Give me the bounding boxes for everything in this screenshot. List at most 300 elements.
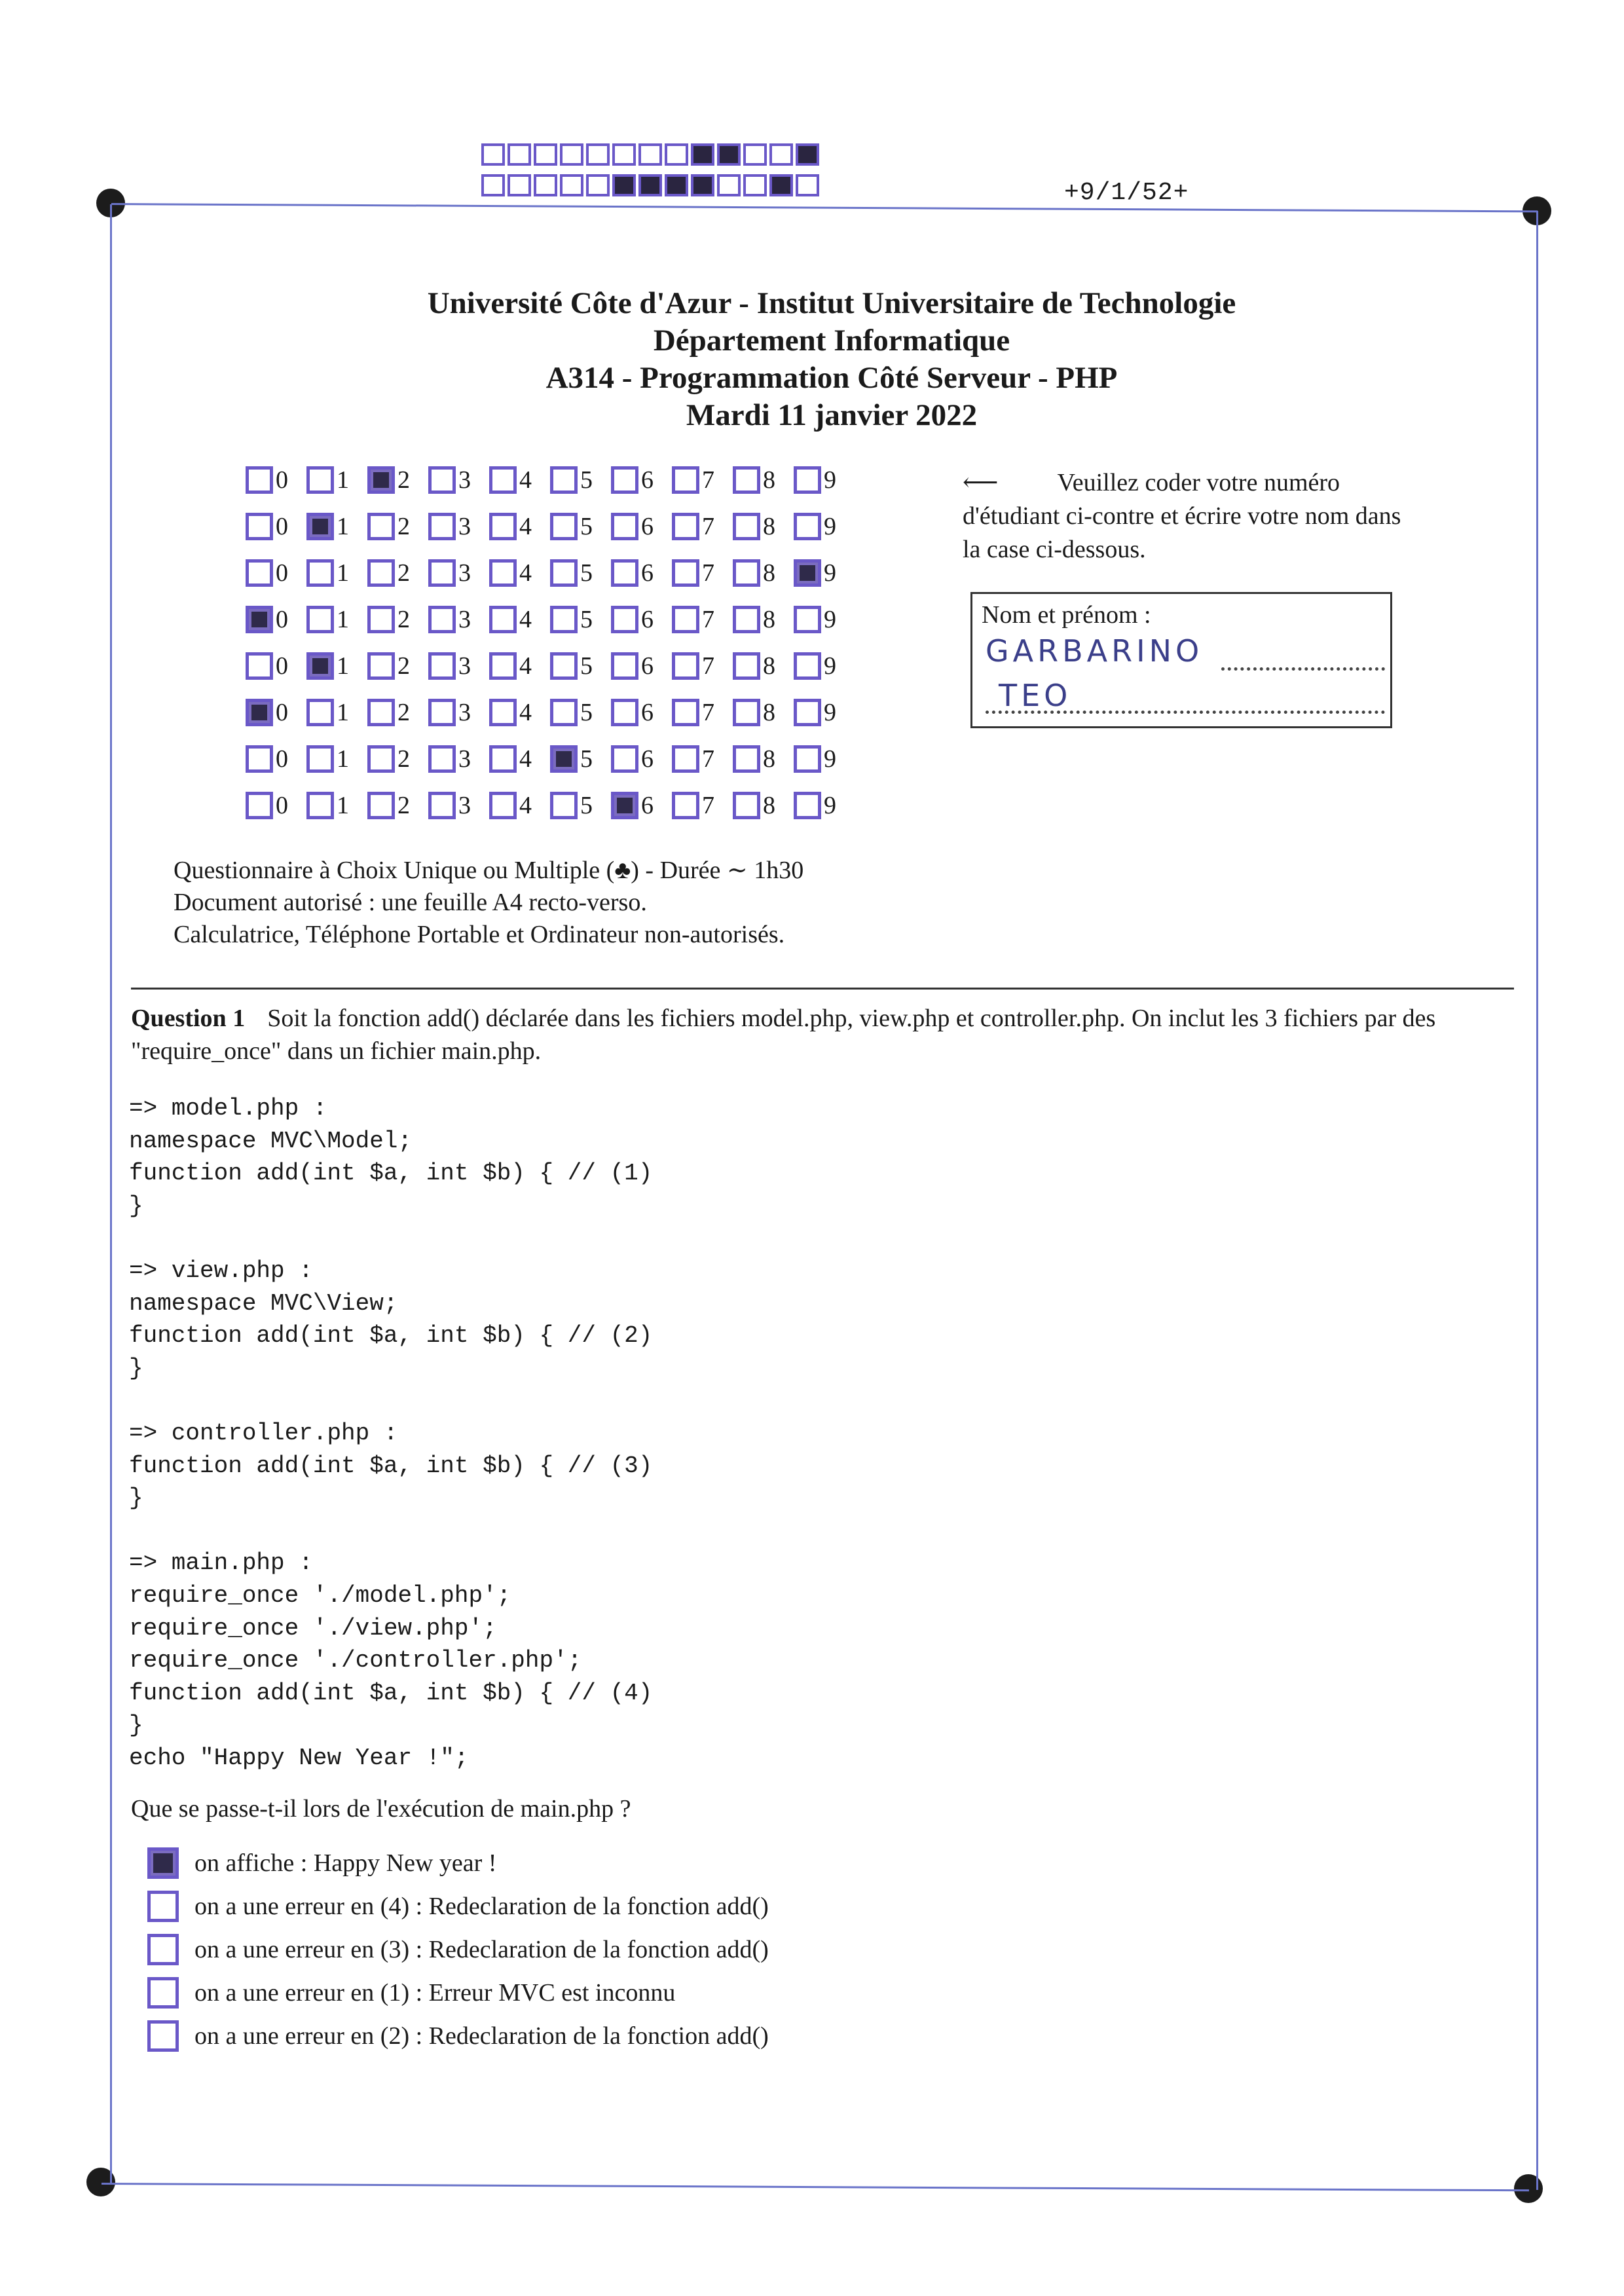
digit-checkbox[interactable]	[246, 745, 273, 773]
section-divider	[131, 988, 1514, 990]
digit-checkbox[interactable]	[306, 745, 334, 773]
digit-label: 3	[458, 605, 471, 633]
digit-label: 6	[641, 512, 654, 540]
digit-checkbox[interactable]	[489, 792, 517, 819]
digit-checkbox[interactable]	[550, 699, 578, 726]
digit-option	[428, 745, 489, 773]
digit-option	[794, 466, 855, 494]
digit-checkbox[interactable]	[611, 606, 638, 633]
digit-option	[428, 605, 489, 634]
barcode-row-1	[481, 143, 822, 166]
digit-option	[428, 698, 489, 727]
digit-label: 9	[824, 466, 836, 494]
digit-option	[672, 652, 733, 680]
digit-option	[489, 512, 550, 541]
digit-option	[306, 652, 367, 680]
digit-option	[550, 466, 611, 494]
question-prompt: Que se passe-t-il lors de l'exécution de main.php ?	[131, 1795, 631, 1823]
digit-checkbox[interactable]	[489, 513, 517, 540]
digit-checkbox[interactable]	[672, 745, 699, 773]
digit-label: 3	[458, 652, 471, 680]
digit-label: 0	[276, 466, 288, 494]
digit-option	[489, 698, 550, 727]
digit-checkbox[interactable]	[306, 513, 334, 540]
frame-left	[110, 204, 112, 2183]
digit-checkbox[interactable]	[611, 792, 638, 819]
digit-option	[611, 605, 672, 634]
digit-option	[306, 466, 367, 494]
digit-option	[246, 652, 306, 680]
grid-row	[246, 503, 855, 549]
digit-label: 8	[763, 791, 775, 819]
digit-label: 0	[276, 605, 288, 633]
digit-checkbox[interactable]	[794, 699, 821, 726]
digit-option	[550, 559, 611, 587]
digit-option	[733, 559, 794, 587]
digit-option	[733, 698, 794, 727]
digit-label: 8	[763, 466, 775, 494]
digit-option	[246, 605, 306, 634]
digit-option	[367, 466, 428, 494]
barcode-row-2-cell	[638, 174, 662, 196]
barcode-row-1-cell	[796, 143, 819, 166]
info-format: Questionnaire à Choix Unique ou Multiple (♣) - Durée ∼ 1h30	[174, 857, 804, 884]
digit-option	[428, 559, 489, 587]
digit-checkbox[interactable]	[733, 513, 760, 540]
digit-label: 2	[397, 745, 410, 773]
digit-checkbox[interactable]	[246, 606, 273, 633]
digit-checkbox[interactable]	[733, 559, 760, 587]
digit-checkbox[interactable]	[306, 466, 334, 494]
digit-label: 9	[824, 559, 836, 587]
digit-label: 6	[641, 466, 654, 494]
answer-text: on affiche : Happy New year !	[194, 1849, 497, 1877]
digit-label: 2	[397, 698, 410, 726]
frame-bottom	[101, 2183, 1529, 2191]
digit-label: 7	[702, 559, 714, 587]
digit-label: 1	[337, 652, 349, 680]
digit-label: 1	[337, 466, 349, 494]
digit-checkbox[interactable]	[489, 466, 517, 494]
digit-checkbox[interactable]	[672, 606, 699, 633]
digit-option	[246, 791, 306, 820]
digit-option	[794, 791, 855, 820]
barcode-row-2-cell	[586, 174, 610, 196]
barcode-row-2-cell	[743, 174, 767, 196]
digit-option	[733, 605, 794, 634]
barcode-row-1-cell	[534, 143, 557, 166]
digit-checkbox[interactable]	[246, 559, 273, 587]
digit-checkbox[interactable]	[672, 466, 699, 494]
digit-label: 5	[580, 466, 593, 494]
digit-option	[306, 698, 367, 727]
digit-label: 3	[458, 466, 471, 494]
barcode-row-1-cell	[717, 143, 741, 166]
digit-option	[489, 559, 550, 587]
exam-info	[174, 855, 803, 951]
digit-option	[794, 652, 855, 680]
question-text: Soit la fonction add() déclarée dans les fichiers model.php, view.php et controller.php. On inclut les 3 fichiers par des "require_once" dans un fichier main.php.	[131, 1005, 1436, 1065]
digit-label: 2	[397, 605, 410, 633]
instructions-text: Veuillez coder votre numéro d'étudiant ci-contre et écrire votre nom dans la case ci-dessous.	[963, 469, 1401, 563]
digit-label: 9	[824, 745, 836, 773]
digit-checkbox[interactable]	[489, 745, 517, 773]
digit-option	[672, 559, 733, 587]
digit-label: 7	[702, 605, 714, 633]
digit-label: 5	[580, 698, 593, 726]
digit-checkbox[interactable]	[733, 745, 760, 773]
barcode-row-2-cell	[691, 174, 714, 196]
digit-option	[611, 745, 672, 773]
digit-label: 9	[824, 791, 836, 819]
grid-row	[246, 782, 855, 828]
digit-checkbox[interactable]	[428, 513, 456, 540]
grid-row	[246, 456, 855, 503]
digit-label: 5	[580, 791, 593, 819]
digit-checkbox[interactable]	[246, 652, 273, 680]
digit-label: 3	[458, 791, 471, 819]
digit-checkbox[interactable]	[611, 652, 638, 680]
digit-label: 5	[580, 652, 593, 680]
digit-checkbox[interactable]	[550, 652, 578, 680]
digit-checkbox[interactable]	[794, 792, 821, 819]
digit-label: 2	[397, 559, 410, 587]
digit-checkbox[interactable]	[672, 792, 699, 819]
digit-label: 0	[276, 512, 288, 540]
info-documents: Document autorisé : une feuille A4 recto-verso.	[174, 889, 647, 916]
digit-option	[489, 605, 550, 634]
digit-checkbox[interactable]	[367, 466, 395, 494]
digit-label: 3	[458, 745, 471, 773]
barcode-row-1-cell	[743, 143, 767, 166]
digit-checkbox[interactable]	[246, 466, 273, 494]
digit-checkbox[interactable]	[367, 792, 395, 819]
digit-label: 6	[641, 605, 654, 633]
digit-checkbox[interactable]	[428, 745, 456, 773]
digit-label: 9	[824, 512, 836, 540]
digit-checkbox[interactable]	[550, 559, 578, 587]
digit-label: 5	[580, 512, 593, 540]
digit-checkbox[interactable]	[611, 699, 638, 726]
digit-option	[794, 698, 855, 727]
grid-row	[246, 689, 855, 735]
digit-label: 6	[641, 652, 654, 680]
frame-top	[111, 203, 1538, 212]
digit-label: 8	[763, 559, 775, 587]
answer-text: on a une erreur en (4) : Redeclaration de la fonction add()	[194, 1893, 769, 1920]
digit-label: 7	[702, 745, 714, 773]
barcode-row-1-cell	[638, 143, 662, 166]
digit-checkbox[interactable]	[611, 745, 638, 773]
digit-label: 5	[580, 745, 593, 773]
barcode-row-1-cell	[612, 143, 636, 166]
digit-option	[550, 698, 611, 727]
code-listing: => model.php : namespace MVC\Model; function add(int $a, int $b) { // (1) } => view.php : namespace MVC\View; function add(int $a, int $b) { // (2) } => controller.php : function add(int $a, int $b) { // (3) } => main.php : require_once './model.php'; require_once './view.php'; require_once './controller.php'; function add(int $a, int $b) { // (4) } echo "Happy New Year !";	[129, 1095, 653, 1771]
answer-option	[147, 1885, 769, 1928]
grid-row	[246, 596, 855, 642]
digit-label: 4	[519, 652, 532, 680]
digit-label: 8	[763, 652, 775, 680]
digit-label: 4	[519, 559, 532, 587]
digit-option	[246, 466, 306, 494]
name-box[interactable]	[970, 592, 1392, 728]
digit-checkbox[interactable]	[550, 792, 578, 819]
digit-option	[367, 745, 428, 773]
barcode-row-2-cell	[481, 174, 505, 196]
exam-header	[196, 285, 1467, 434]
digit-checkbox[interactable]	[428, 699, 456, 726]
digit-checkbox[interactable]	[550, 745, 578, 773]
digit-option	[246, 745, 306, 773]
barcode-row-1-cell	[665, 143, 688, 166]
digit-option	[367, 791, 428, 820]
digit-label: 3	[458, 512, 471, 540]
digit-option	[367, 512, 428, 541]
digit-label: 0	[276, 559, 288, 587]
digit-label: 9	[824, 652, 836, 680]
answer-text: on a une erreur en (1) : Erreur MVC est inconnu	[194, 1979, 676, 2007]
digit-checkbox[interactable]	[306, 606, 334, 633]
digit-option	[550, 791, 611, 820]
digit-option	[794, 559, 855, 587]
digit-checkbox[interactable]	[246, 792, 273, 819]
digit-label: 4	[519, 605, 532, 633]
digit-label: 0	[276, 698, 288, 726]
digit-checkbox[interactable]	[306, 699, 334, 726]
digit-checkbox[interactable]	[550, 466, 578, 494]
digit-checkbox[interactable]	[794, 559, 821, 587]
digit-option	[550, 605, 611, 634]
digit-label: 2	[397, 512, 410, 540]
digit-label: 9	[824, 698, 836, 726]
student-number-grid	[246, 456, 855, 828]
digit-checkbox[interactable]	[733, 606, 760, 633]
digit-option	[672, 791, 733, 820]
digit-checkbox[interactable]	[489, 699, 517, 726]
digit-option	[611, 698, 672, 727]
digit-checkbox[interactable]	[367, 652, 395, 680]
digit-option	[550, 512, 611, 541]
digit-checkbox[interactable]	[428, 792, 456, 819]
digit-option	[611, 652, 672, 680]
barcode-row-2-cell	[665, 174, 688, 196]
digit-option	[611, 512, 672, 541]
digit-checkbox[interactable]	[794, 745, 821, 773]
barcode-row-1-cell	[560, 143, 583, 166]
digit-label: 6	[641, 698, 654, 726]
digit-checkbox[interactable]	[550, 513, 578, 540]
digit-checkbox[interactable]	[428, 559, 456, 587]
digit-label: 6	[641, 745, 654, 773]
digit-option	[489, 745, 550, 773]
digit-option	[672, 745, 733, 773]
digit-label: 3	[458, 559, 471, 587]
digit-option	[733, 791, 794, 820]
digit-option	[489, 791, 550, 820]
digit-label: 5	[580, 605, 593, 633]
info-devices: Calculatrice, Téléphone Portable et Ordinateur non-autorisés.	[174, 921, 785, 948]
digit-checkbox[interactable]	[306, 559, 334, 587]
digit-label: 2	[397, 652, 410, 680]
digit-checkbox[interactable]	[794, 606, 821, 633]
digit-checkbox[interactable]	[794, 513, 821, 540]
digit-label: 1	[337, 745, 349, 773]
answer-option	[147, 1842, 769, 1885]
name-dotted-line-2	[986, 711, 1385, 714]
digit-label: 1	[337, 791, 349, 819]
digit-option	[367, 652, 428, 680]
barcode-row-2-cell	[612, 174, 636, 196]
name-dotted-line-1	[1221, 667, 1385, 671]
digit-option	[306, 745, 367, 773]
answer-checkbox[interactable]	[147, 1847, 179, 1879]
digit-checkbox[interactable]	[246, 699, 273, 726]
digit-label: 0	[276, 791, 288, 819]
digit-option	[733, 466, 794, 494]
digit-checkbox[interactable]	[733, 792, 760, 819]
digit-option	[306, 559, 367, 587]
digit-checkbox[interactable]	[489, 559, 517, 587]
answer-checkbox[interactable]	[147, 1977, 179, 2009]
digit-checkbox[interactable]	[611, 466, 638, 494]
digit-checkbox[interactable]	[306, 792, 334, 819]
barcode-row-1-cell	[769, 143, 793, 166]
digit-checkbox[interactable]	[672, 652, 699, 680]
digit-checkbox[interactable]	[489, 652, 517, 680]
digit-checkbox[interactable]	[794, 466, 821, 494]
digit-label: 8	[763, 698, 775, 726]
digit-label: 1	[337, 605, 349, 633]
digit-option	[428, 652, 489, 680]
digit-label: 3	[458, 698, 471, 726]
digit-label: 1	[337, 559, 349, 587]
digit-checkbox[interactable]	[672, 699, 699, 726]
digit-checkbox[interactable]	[672, 559, 699, 587]
digit-label: 4	[519, 791, 532, 819]
digit-option	[246, 698, 306, 727]
digit-option	[367, 698, 428, 727]
digit-checkbox[interactable]	[367, 699, 395, 726]
digit-checkbox[interactable]	[367, 606, 395, 633]
digit-option	[672, 698, 733, 727]
digit-option	[550, 745, 611, 773]
digit-label: 4	[519, 512, 532, 540]
digit-checkbox[interactable]	[611, 559, 638, 587]
digit-label: 0	[276, 745, 288, 773]
digit-label: 1	[337, 512, 349, 540]
digit-label: 8	[763, 512, 775, 540]
digit-option	[672, 512, 733, 541]
digit-label: 2	[397, 466, 410, 494]
grid-row	[246, 642, 855, 689]
digit-checkbox[interactable]	[428, 606, 456, 633]
question-statement	[131, 1002, 1519, 1067]
header-date: Mardi 11 janvier 2022	[686, 398, 978, 432]
digit-checkbox[interactable]	[733, 652, 760, 680]
digit-checkbox[interactable]	[428, 466, 456, 494]
barcode-row-2	[481, 174, 822, 196]
digit-option	[489, 466, 550, 494]
digit-option	[306, 791, 367, 820]
digit-label: 2	[397, 791, 410, 819]
digit-label: 7	[702, 791, 714, 819]
digit-option	[733, 512, 794, 541]
digit-option	[794, 605, 855, 634]
digit-option	[733, 652, 794, 680]
digit-checkbox[interactable]	[246, 513, 273, 540]
answer-option	[147, 1928, 769, 1971]
answer-text: on a une erreur en (2) : Redeclaration de la fonction add()	[194, 2022, 769, 2050]
grid-row	[246, 549, 855, 596]
digit-checkbox[interactable]	[367, 559, 395, 587]
barcode-row-1-cell	[586, 143, 610, 166]
barcode-row-2-cell	[534, 174, 557, 196]
barcode-row-2-cell	[769, 174, 793, 196]
name-box-label: Nom et prénom :	[982, 601, 1151, 629]
handwritten-last-name: GARBARINO	[986, 633, 1204, 669]
answer-checkbox[interactable]	[147, 1891, 179, 1922]
digit-label: 9	[824, 605, 836, 633]
digit-checkbox[interactable]	[733, 466, 760, 494]
digit-label: 1	[337, 698, 349, 726]
answer-checkbox[interactable]	[147, 1934, 179, 1965]
digit-checkbox[interactable]	[306, 652, 334, 680]
digit-option	[367, 559, 428, 587]
digit-option	[428, 466, 489, 494]
digit-checkbox[interactable]	[611, 513, 638, 540]
digit-option	[306, 605, 367, 634]
digit-option	[672, 605, 733, 634]
header-course: A314 - Programmation Côté Serveur - PHP	[545, 361, 1118, 395]
barcode-row-2-cell	[717, 174, 741, 196]
barcode-row-2-cell	[796, 174, 819, 196]
digit-checkbox[interactable]	[367, 745, 395, 773]
page-id: +9/1/52+	[1064, 179, 1189, 207]
answer-checkbox[interactable]	[147, 2020, 179, 2052]
digit-option	[246, 512, 306, 541]
digit-checkbox[interactable]	[672, 513, 699, 540]
instructions	[963, 466, 1421, 566]
barcode-row-1-cell	[507, 143, 531, 166]
digit-label: 4	[519, 698, 532, 726]
handwritten-first-name: TEO	[999, 678, 1072, 713]
digit-label: 0	[276, 652, 288, 680]
digit-checkbox[interactable]	[550, 606, 578, 633]
barcode-row-1-cell	[481, 143, 505, 166]
digit-label: 7	[702, 652, 714, 680]
digit-checkbox[interactable]	[428, 652, 456, 680]
digit-label: 6	[641, 559, 654, 587]
digit-checkbox[interactable]	[794, 652, 821, 680]
digit-checkbox[interactable]	[367, 513, 395, 540]
barcode-row-2-cell	[560, 174, 583, 196]
digit-option	[367, 605, 428, 634]
grid-row	[246, 735, 855, 782]
frame-right	[1536, 211, 1538, 2190]
digit-option	[306, 512, 367, 541]
digit-label: 7	[702, 698, 714, 726]
digit-checkbox[interactable]	[733, 699, 760, 726]
digit-label: 5	[580, 559, 593, 587]
digit-label: 8	[763, 745, 775, 773]
digit-checkbox[interactable]	[489, 606, 517, 633]
answer-option	[147, 1971, 769, 2014]
digit-label: 4	[519, 745, 532, 773]
digit-option	[611, 791, 672, 820]
registration-mark-bottom-right	[1514, 2174, 1543, 2203]
digit-label: 6	[641, 791, 654, 819]
answer-options	[147, 1842, 769, 2058]
